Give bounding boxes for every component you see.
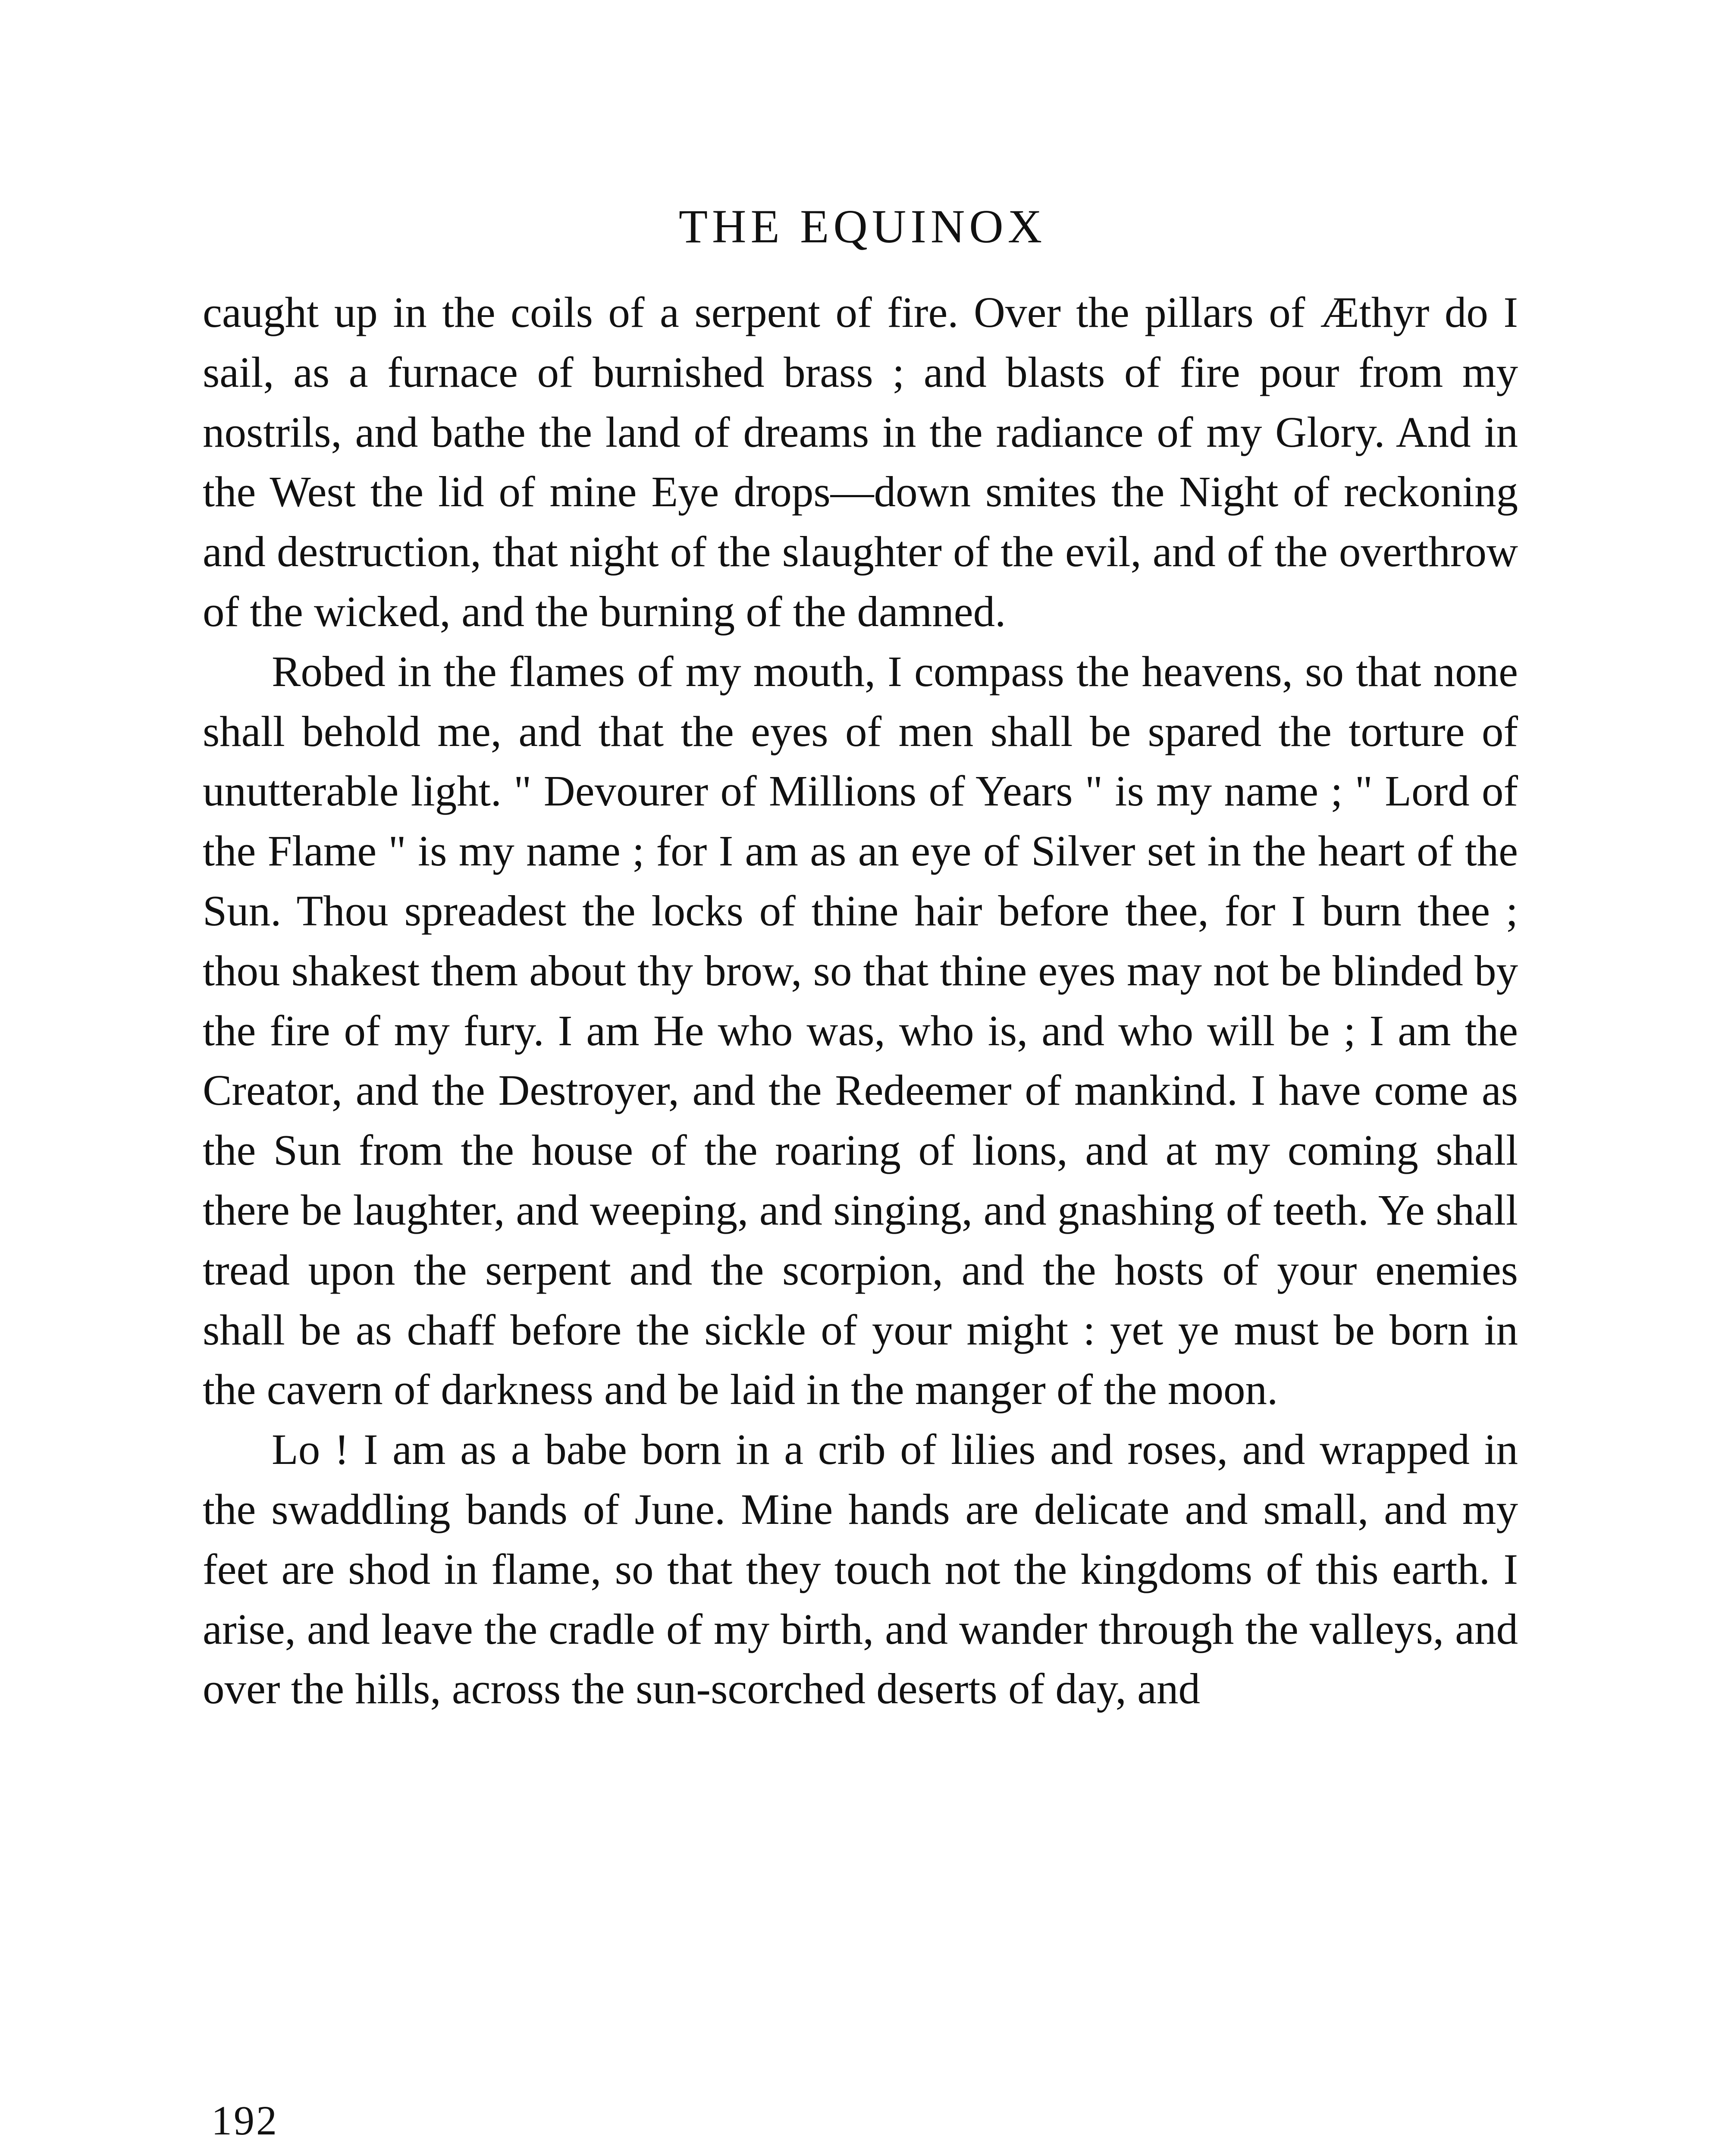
running-title: THE EQUINOX bbox=[678, 200, 1047, 253]
page-number: 192 bbox=[211, 2097, 279, 2143]
body-text bbox=[203, 282, 1518, 1719]
paragraph-1: caught up in the coils of a serpent of fire. Over the pillars of Æthyr do I sail, as a furnace of burnished brass ; and blasts of fire pour from my nostrils, and bathe the land of dreams in the radiance of my Glory. And in the West the lid of mine Eye drops—down smites the Night of reckoning and destruction, that night of the slaughter of the evil, and of the overthrow of the wicked, and the burning of the damned. bbox=[203, 288, 1518, 636]
paragraph-3: Lo ! I am as a babe born in a crib of lilies and roses, and wrapped in the swaddling bands of June. Mine hands are delicate and small, and my feet are shod in flame, so that they touch not the kingdoms of this earth. I arise, and leave the cradle of my birth, and wander through the valleys, and over the hills, across the sun-scorched deserts of day, and bbox=[203, 1425, 1518, 1713]
paragraph-2: Robed in the flames of my mouth, I compass the heavens, so that none shall behold me, and that the eyes of men shall be spared the torture of unutterable light. " Devourer of Millions of Years " is my name ; " Lord of the Flame " is my name ; for I am as an eye of Silver set in the heart of the Sun. Thou spreadest the locks of thine hair before thee, for I burn thee ; thou shakest them about thy brow, so that thine eyes may not be blinded by the fire of my fury. I am He who was, who is, and who will be ; I am the Creator, and the Destroyer, and the Redeemer of mankind. I have come as the Sun from the house of the roaring of lions, and at my coming shall there be laughter, and weeping, and singing, and gnashing of teeth. Ye shall tread upon the serpent and the scorpion, and the hosts of your enemies shall be as chaff before the sickle of your might : yet ye must be born in the cavern of darkness and be laid in the manger of the moon. bbox=[203, 647, 1518, 1414]
